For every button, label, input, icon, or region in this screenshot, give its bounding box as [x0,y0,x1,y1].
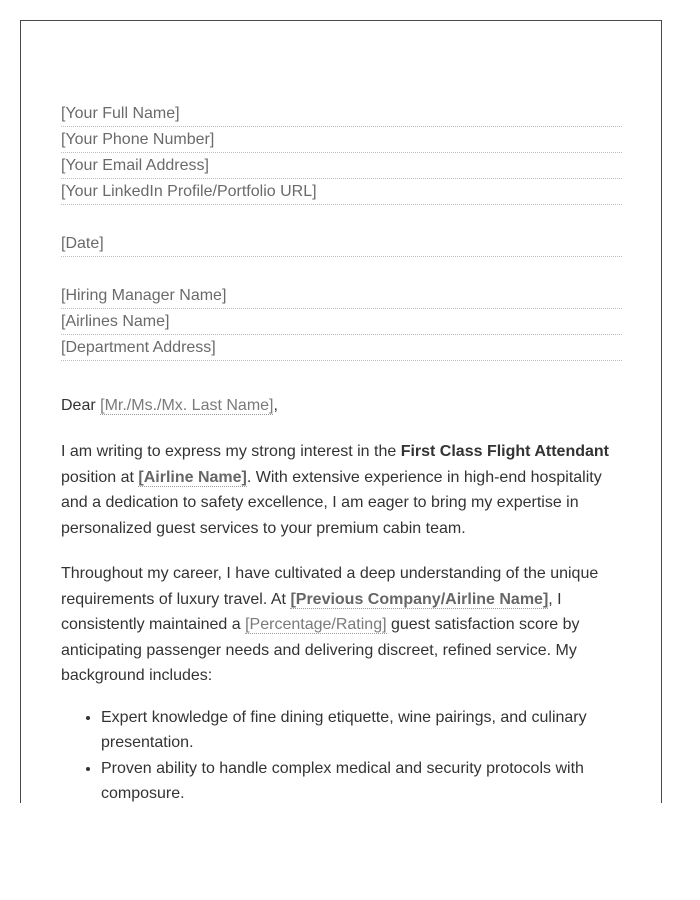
linkedin-field[interactable]: [Your LinkedIn Profile/Portfolio URL] [61,179,622,205]
department-address-field[interactable]: [Department Address] [61,335,622,361]
letter-content [61,101,622,803]
salutation-prefix: Dear [61,397,101,414]
airlines-name-field[interactable]: [Airlines Name] [61,309,622,335]
contact-block [61,101,622,205]
intro-text-1: I am writing to express my strong interest in the [61,443,401,460]
intro-text-2: position at [61,468,139,486]
list-item: • Expert knowledge of fine dining etiquette, wine pairings, and culinary presentation. [101,705,622,756]
recipient-block [61,283,622,361]
intro-text-3: . With extensive experience in high-end hospitality and a dedication to safety excellence, I am eager to bring my expertise in personalized guest services to your premium cabin team. [61,468,602,537]
experience-text-2: , I consistently maintained a [61,590,562,633]
date-field[interactable]: [Date] [61,231,622,257]
airline-name-placeholder[interactable]: [Airline Name] [138,468,247,486]
spacer [61,205,622,231]
position-title: First Class Flight Attendant [400,443,609,460]
salutation-suffix: , [273,397,278,414]
rating-placeholder[interactable]: [Percentage/Rating] [245,616,387,633]
salutation [61,393,622,419]
experience-text-3: guest satisfaction score by anticipating passenger needs and delivering discreet, refined service. My background includes: [61,616,580,684]
paragraph-intro [61,439,622,541]
letter-page [20,20,662,803]
full-name-field[interactable]: [Your Full Name] [61,101,622,127]
hiring-manager-field[interactable]: [Hiring Manager Name] [61,283,622,309]
previous-company-placeholder[interactable]: [Previous Company/Airline Name] [290,590,549,608]
phone-field[interactable]: [Your Phone Number] [61,127,622,153]
spacer [61,257,622,283]
paragraph-experience [61,561,622,689]
experience-text-1: Throughout my career, I have cultivated a deep understanding of the unique requirements of luxury travel. At [61,565,599,608]
last-name-placeholder[interactable]: [Mr./Ms./Mx. Last Name] [100,397,274,414]
email-field[interactable]: [Your Email Address] [61,153,622,179]
skills-list [61,705,622,804]
list-item: • Proven ability to handle complex medical and security protocols with composure. [101,756,622,804]
